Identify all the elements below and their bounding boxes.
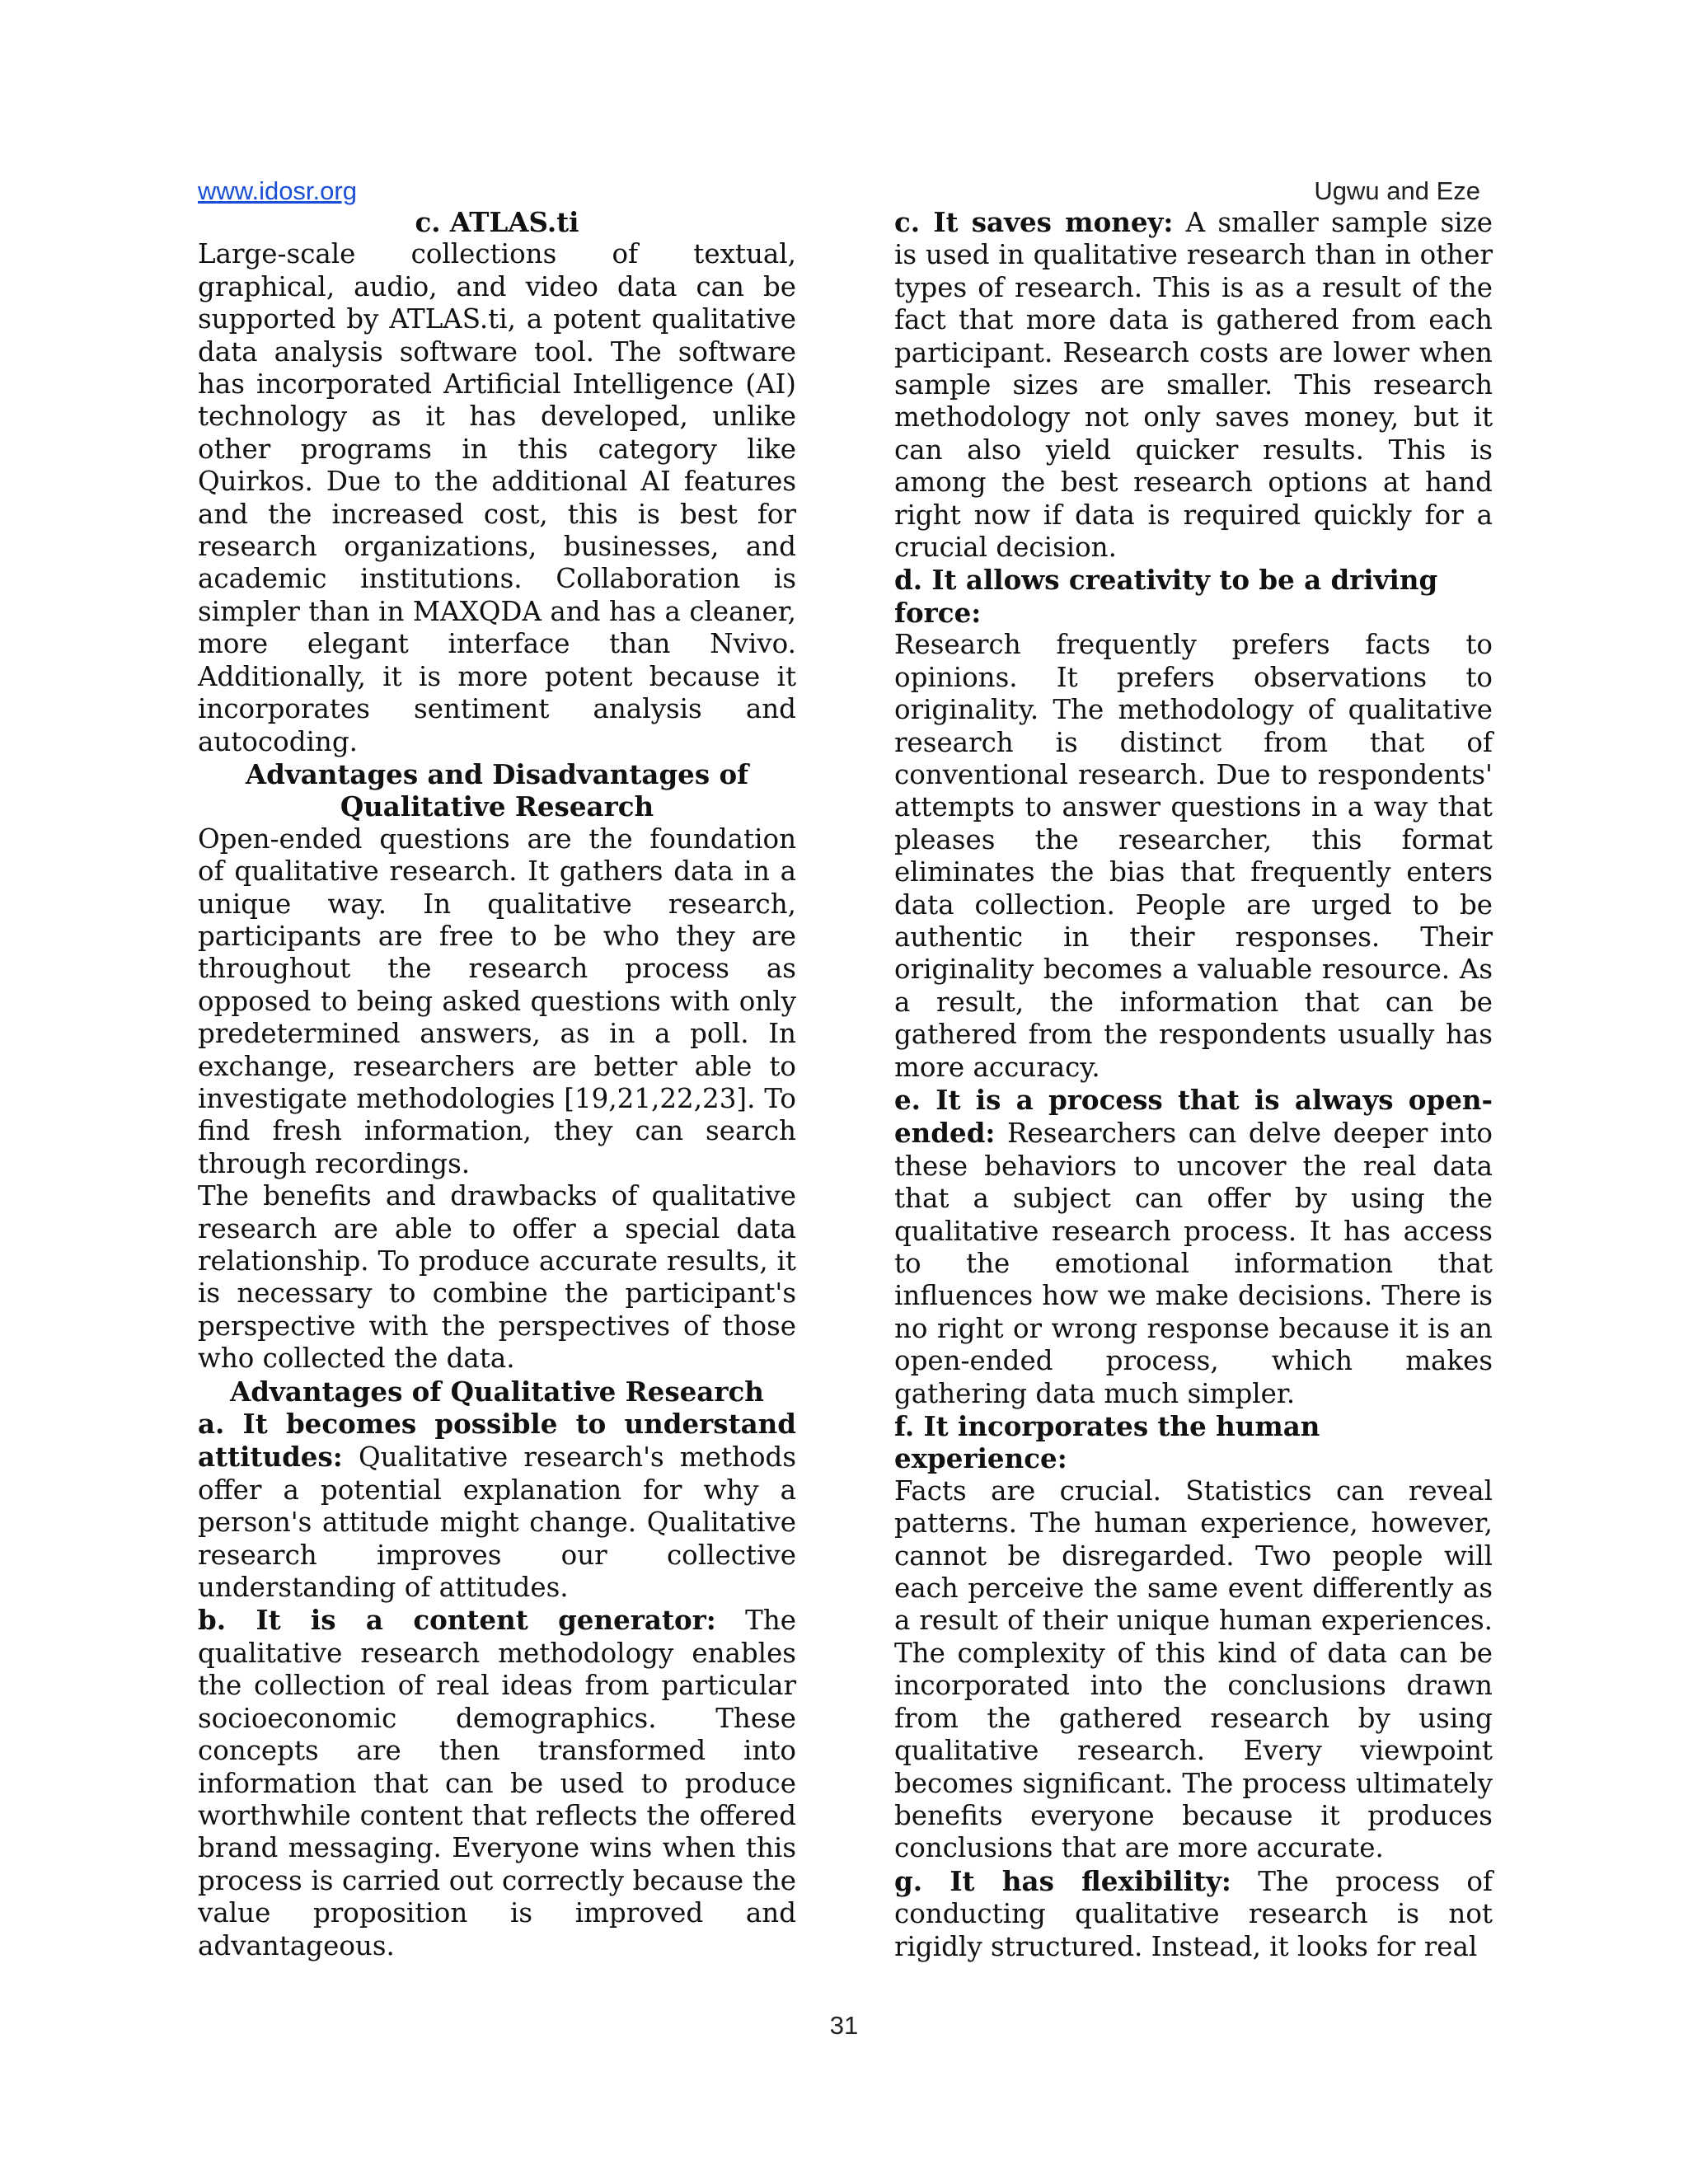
advantage-item-g-text: The process of conducting qualitative research is not rigidly structured. Instead, it looks for real <box>894 1865 1493 1962</box>
advantage-item-a-lead: a. It becomes possible to understand attitudes: <box>198 1408 796 1474</box>
running-header-authors: Ugwu and Eze <box>1314 176 1480 205</box>
heading-line-1: Advantages and Disadvantages of <box>245 757 749 790</box>
paragraph-benefits-drawbacks: The benefits and drawbacks of qualitative research are able to offer a special data relationship. To produce accurate results, it is necessary to combine the participant's perspective with the perspectives of those who collected the data. <box>198 1180 796 1375</box>
section-heading-atlas-ti: c. ATLAS.ti <box>415 206 579 238</box>
journal-website-link[interactable]: www.idosr.org <box>198 176 357 205</box>
advantage-item-f-text: Facts are crucial. Statistics can reveal patterns. The human experience, however, cannot be disregarded. Two people will each perceive the same event differently as a result of their unique human experiences. The complexity of this kind of data can be incorporated into the conclusions drawn from the gathered research by using qualitative research. Every viewpoint becomes significant. The process ultimately benefits everyone because it produces conclusions that are more accurate. <box>894 1474 1493 1864</box>
advantage-item-c-text: A smaller sample size is used in qualitative research than in other types of research. This is as a result of the fact that more data is gathered from each participant. Research costs are lower when sample sizes are smaller. This research methodology not only saves money, but it can also yield quicker results. This is among the best research options at hand right now if data is required quickly for a crucial decision. <box>894 207 1493 564</box>
page-number: 31 <box>829 2011 859 2040</box>
advantage-item-b-lead: b. It is a content generator: <box>198 1604 716 1637</box>
advantage-item-d-heading: d. It allows creativity to be a driving force: <box>894 564 1438 629</box>
section-heading-advantages: Advantages of Qualitative Research <box>230 1375 764 1408</box>
paragraph-open-ended-questions: Open-ended questions are the foundation of qualitative research. It gathers data in a unique way. In qualitative research, participants are free to be who they are throughout the research process as opposed to being asked questions with only predetermined answers, as in a poll. In exchange, researchers are better able to investigate methodologies [19,21,22,23]. To find fresh information, they can search through recordings. <box>198 823 796 1179</box>
advantage-item-d-text: Research frequently prefers facts to opinions. It prefers observations to originality. The methodology of qualitative research is distinct from that of conventional research. Due to respondents' attempts to answer questions in a way that pleases the researcher, this format eliminates the bias that frequently enters data collection. People are urged to be authentic in their responses. Their originality becomes a valuable resource. As a result, the information that can be gathered from the respondents usually has more accuracy. <box>894 629 1493 1083</box>
section-heading-advantages-disadvantages <box>198 758 796 823</box>
advantage-item-e-lead: e. It is a process that is always open-ended: <box>894 1083 1493 1150</box>
advantage-item-a <box>198 1408 796 1604</box>
advantage-item-g <box>894 1865 1493 1963</box>
advantage-item-f-heading: f. It incorporates the human experience: <box>894 1410 1320 1475</box>
advantage-item-c <box>894 206 1493 564</box>
advantage-item-b-text: The qualitative research methodology enables the collection of real ideas from particular socioeconomic demographics. These concepts are then transformed into information that can be used to produce worthwhile content that reflects the offered brand messaging. Everyone wins when this process is carried out correctly because the value proposition is improved and advantageous. <box>198 1605 796 1961</box>
advantage-item-g-lead: g. It has flexibility: <box>894 1864 1231 1897</box>
heading-line-2: Qualitative Research <box>340 790 654 823</box>
advantage-item-a-text: Qualitative research's methods offer a potential explanation for why a person's attitude might change. Qualitative research improves our collective understanding of attitudes. <box>198 1441 796 1604</box>
paragraph-atlas-ti: Large-scale collections of textual, graphical, audio, and video data can be supported by ATLAS.ti, a potent qualitative data analysis software tool. The software has incorporated Artificial Intelligence (AI) technology as it has developed, unlike other programs in this category like Quirkos. Due to the additional AI features and the increased cost, this is best for research organizations, businesses, and academic institutions. Collaboration is simpler than in MAXQDA and has a cleaner, more elegant interface than Nvivo. Additionally, it is more potent because it incorporates sentiment analysis and autocoding. <box>198 238 796 757</box>
advantage-item-e-text: Researchers can delve deeper into these behaviors to uncover the real data that a subject can offer by using the qualitative research process. It has access to the emotional information that influences how we make decisions. There is no right or wrong response because it is an open-ended process, which makes gathering data much simpler. <box>894 1118 1493 1409</box>
left-column <box>198 206 796 1962</box>
advantage-item-e <box>894 1084 1493 1410</box>
advantage-item-c-lead: c. It saves money: <box>894 206 1174 238</box>
advantage-item-b <box>198 1604 796 1961</box>
right-column <box>894 206 1493 1963</box>
